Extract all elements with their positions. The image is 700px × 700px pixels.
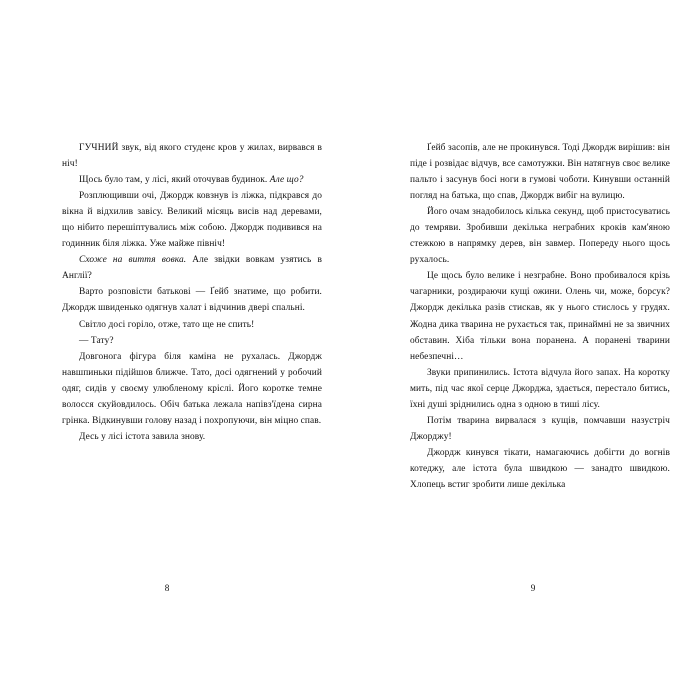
paragraph: Це щось було велике і незграбне. Воно пробивалося крізь чагарники, роздираючи кущі ожини. Олень чи, може, борсук? Джордж декілька разів стискав, як у нього стислось у грудях. Жодна дика тварина не рухається так, принаймні не за звичних обставин. Хіба тільки вона поранена. А поранені тварини небезпечні… [410, 271, 670, 362]
emphasis: Схоже на виття вовка. [79, 255, 187, 266]
paragraph: Щось було там, у лісі, який оточував будинок. Але що? [79, 175, 304, 186]
left-page-text-block [62, 140, 322, 560]
paragraph: Його очам знадобилось кілька секунд, щоб пристосуватись до темряви. Зробивши декілька неграбних кроків кам'яною стежкою в напрямку дерев, він завмер. Попереду нього щось рухалось. [410, 207, 670, 266]
page-number: 8 [164, 583, 170, 593]
paragraph [62, 140, 322, 172]
paragraph: Джордж кинувся тікати, намагаючись добігти до вогнів котеджу, але істота була швидкою — занадто швидкою. Хлопець встиг зробити лише декілька [410, 447, 670, 490]
paragraph: Десь у лісі істота завила знову. [79, 431, 206, 442]
emphasis: Але що? [269, 175, 304, 186]
opening-words: ГУЧНИЙ [79, 143, 119, 153]
paragraph: Варто розповісти батькові — Ґейб знатиме, що робити. Джордж швиденько одягнув халат і відчинив двері спальні. [62, 287, 322, 314]
paragraph: Довгонога фігура біля каміна не рухалась. Джордж навшпиньки підійшов ближче. Тато, досі одягнений у робочий одяг, сидів у своєму улюбленому кріслі. Його коротке темне волосся скуйовдилось. Обіч батька лежала напівз'їдена сирна грінка. Відкинувши голову назад і похропуючи, він міцно спав. [62, 351, 322, 426]
paragraph-text: звук, від якого студенє кров у жилах, вирвався в ніч! [62, 143, 322, 170]
paragraph: Звуки припинились. Істота відчула його запах. На коротку мить, під час якої серце Джорджа, здається, перестало битись, їхні душі зріднились одна з одною в тиші лісу. [410, 367, 670, 410]
right-page [350, 0, 700, 700]
paragraph: Схоже на виття вовка. Але звідки вовкам узятись в Англії? [62, 255, 322, 282]
paragraph: Світло досі горіло, отже, тато ще не спить! [79, 319, 255, 330]
paragraph: — Тату? [79, 335, 114, 346]
paragraph: Ґейб засопів, але не прокинувся. Тоді Джордж вирішив: він піде і розвідає відчув, все самотужки. Він натягнув своє велике пальто і засунув босі ноги в гумові чоботи. Кинувши останній погляд на батька, що спав, Джордж вибіг на вулицю. [410, 143, 670, 202]
page-number: 9 [530, 583, 536, 593]
right-page-text-block [410, 140, 670, 560]
paragraph: Потім тварина вирвалася з кущів, помчавши назустріч Джорджу! [410, 415, 670, 442]
paragraph: Розплющивши очі, Джордж ковзнув із ліжка, підкрався до вікна й відхилив завісу. Великий місяць висів над деревами, що нібито перешіптувались між собою. Джордж подивився на годинник біля ліжка. Уже майже північ! [62, 191, 322, 250]
